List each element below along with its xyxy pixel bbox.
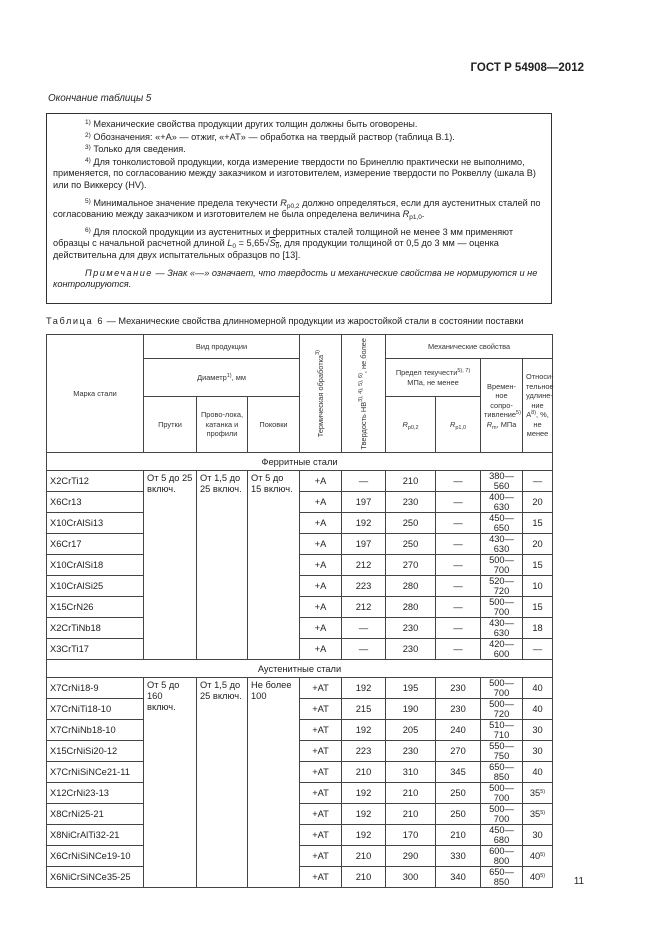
- table-row: [47, 576, 553, 597]
- header-grade: Марка стали: [47, 335, 144, 453]
- cell-rp10: 270: [436, 741, 481, 762]
- footnote-ref: 5): [540, 873, 546, 879]
- cell-grade: X15CrNiSi20-12: [47, 741, 144, 762]
- elongation-value: 30: [532, 725, 543, 735]
- cell-rp10: —: [436, 555, 481, 576]
- note-remark: Примечание — Знак «—» означает, что твердость и механические свойства не нормируются и не контролируются.: [53, 267, 538, 290]
- cell-heat: +AT: [300, 678, 342, 699]
- cell-rm: 450—650: [481, 513, 523, 534]
- cell-hardness: 210: [342, 762, 386, 783]
- cell-bars: От 5 до 25 включ.: [144, 471, 197, 660]
- cell-grade: X10CrAlSi18: [47, 555, 144, 576]
- cell-elongation: [523, 720, 553, 741]
- cell-grade: X12CrNi23-13: [47, 783, 144, 804]
- cell-grade: X10CrAlSi25: [47, 576, 144, 597]
- cell-grade: X7CrNi18-9: [47, 678, 144, 699]
- table-row: [47, 762, 553, 783]
- header-rp02: $R_{p0,2}$: [386, 397, 436, 453]
- table-row: [47, 846, 553, 867]
- cell-rp02: 230: [386, 618, 436, 639]
- header-tensile: Времен-ное сопро-тивление$^{5)}$ $R_m$, МПа: [481, 359, 523, 453]
- elongation-value: 40: [532, 683, 543, 693]
- cell-elongation: [523, 618, 553, 639]
- header-hardness: Твердость $НВ^{3), 4), 5), 6)}$, не более: [342, 335, 386, 453]
- cell-rp10: —: [436, 471, 481, 492]
- cell-rp10: 250: [436, 804, 481, 825]
- cell-hardness: 192: [342, 678, 386, 699]
- note-5: $^{5)}$ Минимальное значение предела текучести $R_{p0,2}$ должно определяться, если для аустенитных сталей по согласованию между заказчиком и изготовителем не была определена величина $R_{p1,0}$.: [53, 197, 541, 222]
- cell-rp02: 300: [386, 867, 436, 888]
- cell-rp02: 205: [386, 720, 436, 741]
- cell-elongation: [523, 783, 553, 804]
- table-6: [46, 334, 553, 888]
- cell-rm: 600—800: [481, 846, 523, 867]
- cell-heat: +AT: [300, 699, 342, 720]
- cell-hardness: 192: [342, 783, 386, 804]
- group-header: Аустенитные стали: [47, 660, 553, 678]
- cell-heat: +AT: [300, 867, 342, 888]
- cell-grade: X8CrNi25-21: [47, 804, 144, 825]
- cell-rp10: 345: [436, 762, 481, 783]
- elongation-value: 30: [532, 830, 543, 840]
- cell-bars: От 5 до 160 включ.: [144, 678, 197, 888]
- cell-rp02: 290: [386, 846, 436, 867]
- cell-heat: +A: [300, 534, 342, 555]
- cell-elongation: [523, 639, 553, 660]
- cell-heat: +AT: [300, 762, 342, 783]
- note-6: $^{6)}$ Для плоской продукции из аустенитных и ферритных сталей толщиной не менее 3 мм применяют образцы с начальной расчетной длиной $L_0 = 5,65√S_0$, для продукции толщиной от 0,5 до 3 мм — оценка действительна для двух испытательных образцов по [13].: [53, 226, 514, 260]
- cell-elongation: [523, 534, 553, 555]
- cell-rp02: 310: [386, 762, 436, 783]
- table-row: [47, 783, 553, 804]
- table-row: [47, 597, 553, 618]
- cell-hardness: 223: [342, 741, 386, 762]
- cell-rm: 520—720: [481, 576, 523, 597]
- elongation-value: —: [532, 476, 543, 486]
- elongation-value: 15: [532, 560, 543, 570]
- header-yield: Предел текучести$^{5), 7)}$ МПа, не менее: [386, 359, 481, 397]
- cell-wire: От 1,5 до 25 включ.: [197, 471, 248, 660]
- cell-rm: 500—700: [481, 783, 523, 804]
- table-row: [47, 804, 553, 825]
- cell-rp02: 250: [386, 513, 436, 534]
- cell-hardness: 212: [342, 597, 386, 618]
- cell-rp10: —: [436, 513, 481, 534]
- cell-rm: 650—850: [481, 867, 523, 888]
- cell-rp02: 210: [386, 783, 436, 804]
- cell-rp02: 170: [386, 825, 436, 846]
- cell-rp10: 230: [436, 699, 481, 720]
- cell-hardness: 197: [342, 534, 386, 555]
- cell-rp02: 230: [386, 741, 436, 762]
- cell-rm: 380—560: [481, 471, 523, 492]
- note-4: $^{4)}$ Для тонколистовой продукции, когда измерение твердости по Бринеллю практически не выполнимо, применяется, по согласованию между заказчиком и изготовителем, измерение твердости по Роквеллу (шкала В) или по Виккерсу (HV).: [53, 156, 536, 190]
- table-row: [47, 513, 553, 534]
- cell-rp10: 330: [436, 846, 481, 867]
- cell-grade: X6Cr13: [47, 492, 144, 513]
- cell-elongation: [523, 597, 553, 618]
- cell-rp02: 280: [386, 576, 436, 597]
- header-rp10: $R_{p1,0}$: [436, 397, 481, 453]
- cell-hardness: 192: [342, 825, 386, 846]
- cell-elongation: [523, 576, 553, 597]
- elongation-value: 18: [532, 623, 543, 633]
- cell-rp10: 240: [436, 720, 481, 741]
- cell-rp10: —: [436, 534, 481, 555]
- cell-elongation: [523, 471, 553, 492]
- elongation-value: 15: [532, 602, 543, 612]
- table-row: [47, 534, 553, 555]
- cell-wire: От 1,5 до 25 включ.: [197, 678, 248, 888]
- table-row: [47, 741, 553, 762]
- cell-elongation: [523, 492, 553, 513]
- cell-rm: 400—630: [481, 492, 523, 513]
- table-row: [47, 720, 553, 741]
- cell-hardness: —: [342, 639, 386, 660]
- cell-rp02: 230: [386, 492, 436, 513]
- table-row: [47, 867, 553, 888]
- cell-hardness: 192: [342, 513, 386, 534]
- cell-heat: +A: [300, 513, 342, 534]
- cell-rm: 500—700: [481, 555, 523, 576]
- cell-grade: X2CrTiNb18: [47, 618, 144, 639]
- cell-rp02: 250: [386, 534, 436, 555]
- table-row: [47, 678, 553, 699]
- cell-elongation: [523, 741, 553, 762]
- header-wire: Прово-лока, катанка и профили: [197, 397, 248, 453]
- cell-hardness: 223: [342, 576, 386, 597]
- cell-rp10: 340: [436, 867, 481, 888]
- cell-heat: +A: [300, 576, 342, 597]
- elongation-value: 40: [529, 851, 541, 861]
- cell-heat: +A: [300, 597, 342, 618]
- cell-elongation: [523, 699, 553, 720]
- table-5-notes-box: [46, 113, 552, 304]
- cell-heat: +AT: [300, 783, 342, 804]
- cell-rp10: 250: [436, 783, 481, 804]
- cell-rm: 550—750: [481, 741, 523, 762]
- cell-grade: X7CrNiTi18-10: [47, 699, 144, 720]
- footnote-ref: 5): [540, 810, 546, 816]
- cell-rp10: —: [436, 597, 481, 618]
- cell-rp02: 210: [386, 471, 436, 492]
- cell-rp02: 195: [386, 678, 436, 699]
- cell-heat: +A: [300, 618, 342, 639]
- table-continuation-label: Окончание таблицы 5: [48, 93, 152, 104]
- table-row: [47, 471, 553, 492]
- cell-hardness: —: [342, 471, 386, 492]
- table-row: [47, 825, 553, 846]
- cell-hardness: 192: [342, 804, 386, 825]
- table-6-caption: Таблица 6 — Механические свойства длинномерной продукции из жаростойкой стали в состоянии поставки: [46, 316, 524, 326]
- cell-rp10: —: [436, 576, 481, 597]
- cell-grade: X6CrNiSiNCe19-10: [47, 846, 144, 867]
- elongation-value: 40: [529, 872, 541, 882]
- elongation-value: —: [532, 644, 543, 654]
- cell-heat: +AT: [300, 741, 342, 762]
- cell-rp10: —: [436, 492, 481, 513]
- cell-rp10: —: [436, 618, 481, 639]
- cell-rp02: 280: [386, 597, 436, 618]
- cell-grade: X7CrNiSiNCe21-11: [47, 762, 144, 783]
- cell-hardness: —: [342, 618, 386, 639]
- cell-heat: +A: [300, 639, 342, 660]
- table-row: [47, 618, 553, 639]
- cell-grade: X2CrTi12: [47, 471, 144, 492]
- elongation-value: 40: [532, 767, 543, 777]
- elongation-value: 10: [532, 581, 543, 591]
- table-row: [47, 492, 553, 513]
- cell-heat: +AT: [300, 846, 342, 867]
- cell-rm: 500—700: [481, 597, 523, 618]
- note-2: $^{2)}$ Обозначения: «+А» — отжиг, «+AT» — обработка на твердый раствор (таблица В.1).: [85, 131, 455, 142]
- cell-heat: +AT: [300, 804, 342, 825]
- cell-rm: 430—630: [481, 534, 523, 555]
- cell-heat: +A: [300, 471, 342, 492]
- cell-rp02: 230: [386, 639, 436, 660]
- cell-rm: 450—680: [481, 825, 523, 846]
- cell-heat: +AT: [300, 720, 342, 741]
- cell-heat: +A: [300, 492, 342, 513]
- header-bars: Прутки: [144, 397, 197, 453]
- cell-elongation: [523, 867, 553, 888]
- cell-rm: 420—600: [481, 639, 523, 660]
- cell-rp10: —: [436, 639, 481, 660]
- footnote-ref: 5): [540, 789, 546, 795]
- cell-elongation: [523, 825, 553, 846]
- table-row: [47, 555, 553, 576]
- cell-elongation: [523, 678, 553, 699]
- header-heat: Термическая обработка$^{3)}$: [300, 335, 342, 453]
- elongation-value: 30: [532, 746, 543, 756]
- cell-heat: +A: [300, 555, 342, 576]
- cell-rp02: 190: [386, 699, 436, 720]
- table-row: [47, 639, 553, 660]
- elongation-value: 15: [532, 518, 543, 528]
- group-header: Ферритные стали: [47, 453, 553, 471]
- cell-elongation: [523, 846, 553, 867]
- cell-rm: 500—700: [481, 678, 523, 699]
- cell-grade: X3CrTi17: [47, 639, 144, 660]
- cell-grade: X10CrAlSi13: [47, 513, 144, 534]
- header-mech: Механические свойства: [386, 335, 553, 359]
- cell-hardness: 215: [342, 699, 386, 720]
- cell-rm: 500—720: [481, 699, 523, 720]
- cell-elongation: [523, 513, 553, 534]
- note-3: $^{3)}$ Только для сведения.: [85, 144, 186, 155]
- cell-hardness: 212: [342, 555, 386, 576]
- header-diameter: Диаметр$^{1)}$, мм: [144, 359, 300, 397]
- cell-hardness: 192: [342, 720, 386, 741]
- cell-rp02: 210: [386, 804, 436, 825]
- elongation-value: 40: [532, 704, 543, 714]
- cell-rm: 500—700: [481, 804, 523, 825]
- header-forgings: Поковки: [248, 397, 300, 453]
- cell-grade: X8NiCrAlTi32-21: [47, 825, 144, 846]
- note-1: $^{1)}$ Механические свойства продукции других толщин должны быть оговорены.: [85, 119, 418, 129]
- cell-elongation: [523, 804, 553, 825]
- cell-elongation: [523, 762, 553, 783]
- cell-rm: 650—850: [481, 762, 523, 783]
- document-standard-header: ГОСТ Р 54908—2012: [470, 62, 584, 74]
- elongation-value: 20: [532, 497, 543, 507]
- cell-rp10: 230: [436, 678, 481, 699]
- header-elongation: Относи-тельное удлине-ние $А^{8)}$, %, не менее: [523, 359, 553, 453]
- cell-forgings: От 5 до 15 включ.: [248, 471, 300, 660]
- cell-rm: 510—710: [481, 720, 523, 741]
- cell-elongation: [523, 555, 553, 576]
- cell-hardness: 210: [342, 867, 386, 888]
- elongation-value: 35: [529, 809, 541, 819]
- cell-hardness: 197: [342, 492, 386, 513]
- page-number: 11: [573, 876, 584, 887]
- cell-heat: +AT: [300, 825, 342, 846]
- cell-grade: X15CrN26: [47, 597, 144, 618]
- elongation-value: 20: [532, 539, 543, 549]
- cell-forgings: Не более 100: [248, 678, 300, 888]
- cell-grade: X6Cr17: [47, 534, 144, 555]
- cell-grade: X7CrNiNb18-10: [47, 720, 144, 741]
- table-row: [47, 699, 553, 720]
- elongation-value: 35: [529, 788, 541, 798]
- cell-rp02: 270: [386, 555, 436, 576]
- cell-grade: X6NiCrSiNCe35-25: [47, 867, 144, 888]
- cell-rp10: 210: [436, 825, 481, 846]
- header-product: Вид продукции: [144, 335, 300, 359]
- footnote-ref: 5): [540, 852, 546, 858]
- cell-hardness: 210: [342, 846, 386, 867]
- cell-rm: 430—630: [481, 618, 523, 639]
